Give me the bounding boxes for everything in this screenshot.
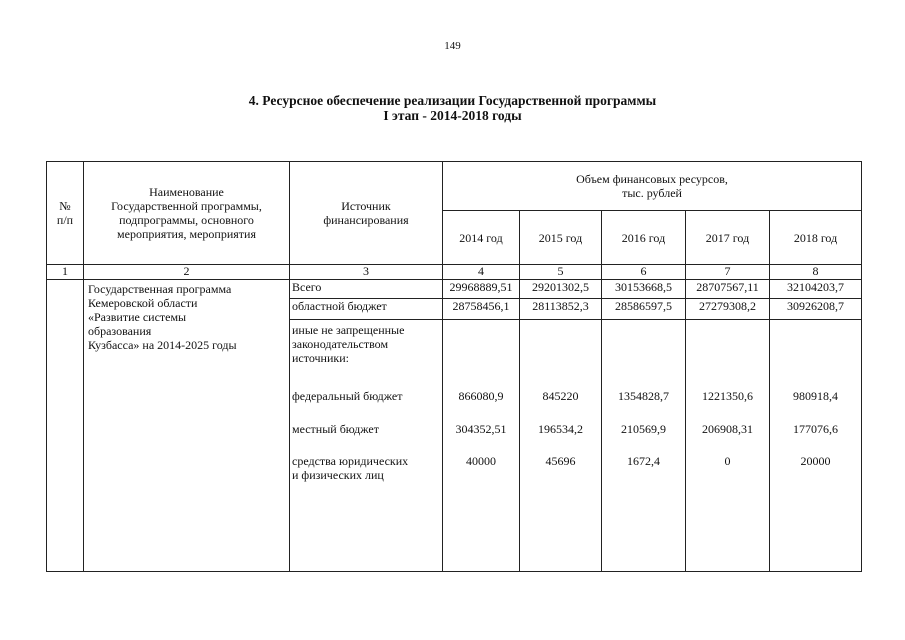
header-year: 2017 год bbox=[686, 211, 770, 265]
value-cell: 28113852,3 bbox=[520, 299, 602, 320]
value-cell: 20000 bbox=[800, 454, 831, 468]
value-column-2018 bbox=[770, 320, 862, 572]
value-cell: 0 bbox=[724, 454, 731, 468]
header-volume: Объем финансовых ресурсов, тыс. рублей bbox=[443, 162, 862, 211]
value-cell: 1672,4 bbox=[627, 454, 660, 468]
value-column-2017 bbox=[686, 320, 770, 572]
other-sources-label: иные не запрещенные законодательством источники: bbox=[292, 323, 405, 365]
column-number: 7 bbox=[686, 265, 770, 280]
value-cell: 28586597,5 bbox=[602, 299, 686, 320]
value-cell: 304352,51 bbox=[455, 422, 507, 436]
column-number: 4 bbox=[443, 265, 520, 280]
value-cell: 1354828,7 bbox=[618, 389, 669, 403]
value-column-2016 bbox=[602, 320, 686, 572]
column-number: 5 bbox=[520, 265, 602, 280]
value-cell: 28758456,1 bbox=[443, 299, 520, 320]
value-column-2015 bbox=[520, 320, 602, 572]
value-cell: 177076,6 bbox=[793, 422, 838, 436]
value-cell: 27279308,2 bbox=[686, 299, 770, 320]
header-year: 2016 год bbox=[602, 211, 686, 265]
source-label: областной бюджет bbox=[290, 299, 443, 320]
column-number: 6 bbox=[602, 265, 686, 280]
header-number: № п/п bbox=[47, 162, 84, 265]
value-cell: 32104203,7 bbox=[770, 280, 862, 299]
source-label: Всего bbox=[290, 280, 443, 299]
value-cell: 980918,4 bbox=[793, 389, 838, 403]
column-number: 8 bbox=[770, 265, 862, 280]
title-line-2: I этап - 2014-2018 годы bbox=[383, 108, 522, 123]
value-cell: 29201302,5 bbox=[520, 280, 602, 299]
table-row bbox=[47, 280, 862, 299]
value-cell: 206908,31 bbox=[702, 422, 753, 436]
column-number: 3 bbox=[290, 265, 443, 280]
document-title bbox=[0, 93, 905, 123]
program-name: Государственная программа Кемеровской области «Развитие системы образования Кузбасса» на 2014-2025 годы bbox=[84, 280, 290, 572]
value-cell: 1221350,6 bbox=[702, 389, 753, 403]
title-line-1: 4. Ресурсное обеспечение реализации Государственной программы bbox=[248, 93, 657, 108]
resource-table bbox=[46, 161, 862, 572]
program-number bbox=[47, 280, 84, 572]
header-year: 2015 год bbox=[520, 211, 602, 265]
value-cell: 196534,2 bbox=[538, 422, 583, 436]
value-column-2014 bbox=[443, 320, 520, 572]
header-source: Источник финансирования bbox=[290, 162, 443, 265]
value-cell: 30926208,7 bbox=[770, 299, 862, 320]
value-cell: 29968889,51 bbox=[443, 280, 520, 299]
value-cell: 45696 bbox=[545, 454, 576, 468]
value-cell: 40000 bbox=[466, 454, 496, 468]
value-cell: 28707567,11 bbox=[686, 280, 770, 299]
header-year: 2018 год bbox=[770, 211, 862, 265]
column-number: 1 bbox=[47, 265, 84, 280]
header-year: 2014 год bbox=[443, 211, 520, 265]
source-label: федеральный бюджет bbox=[292, 389, 403, 403]
page-number: 149 bbox=[444, 40, 461, 52]
value-cell: 845220 bbox=[542, 389, 579, 403]
header-row bbox=[47, 162, 862, 211]
other-sources-cell bbox=[290, 320, 443, 572]
source-label: средства юридических и физических лиц bbox=[292, 454, 409, 482]
column-number: 2 bbox=[84, 265, 290, 280]
value-cell: 30153668,5 bbox=[602, 280, 686, 299]
value-cell: 210569,9 bbox=[621, 422, 666, 436]
header-name: Наименование Государственной программы, подпрограммы, основного мероприятия, мероприятия bbox=[84, 162, 290, 265]
value-cell: 866080,9 bbox=[458, 389, 504, 403]
source-label: местный бюджет bbox=[292, 422, 379, 436]
column-numbers-row bbox=[47, 265, 862, 280]
